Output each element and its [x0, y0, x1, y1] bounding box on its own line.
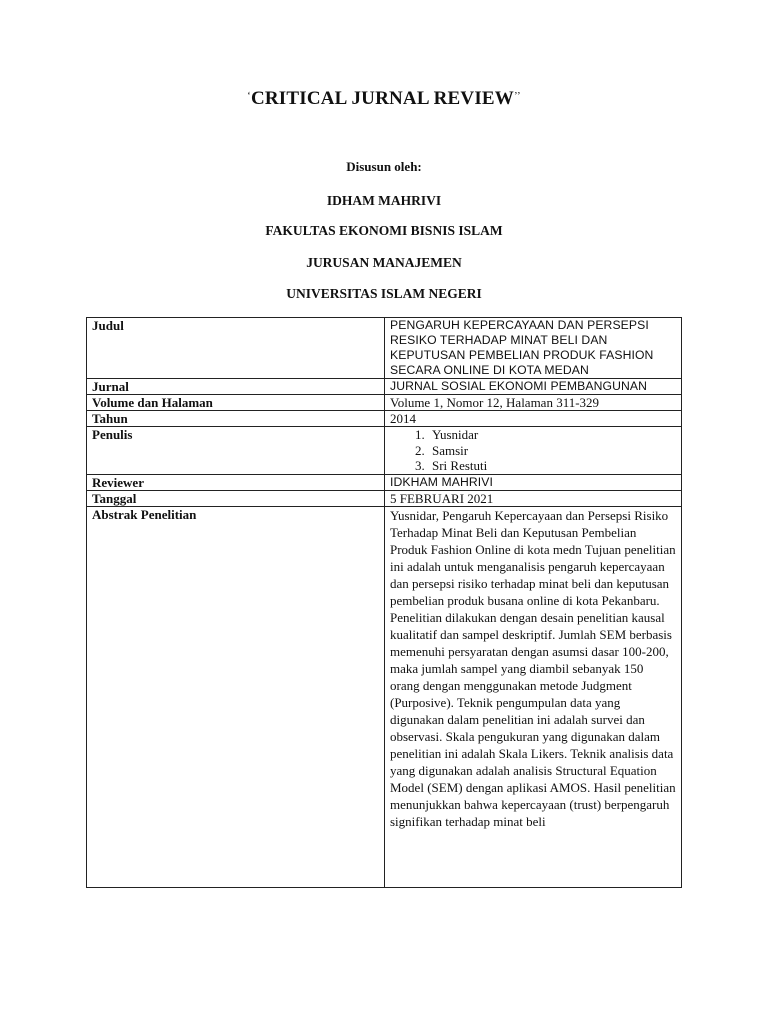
tahun-value: 2014 — [385, 411, 682, 427]
abstrak-value: Yusnidar, Pengaruh Kepercayaan dan Persepsi Risiko Terhadap Minat Beli dan Keputusan Pembelian Produk Fashion Online di kota medn Tujuan penelitian ini adalah untuk menganalisis pengaruh kepercayaan dan persepsi risiko terhadap minat beli dan keputusan pembelian produk busana online di kota Pekanbaru. Penelitian dilakukan dengan desain penelitian kausal kualitatif dan sampel deskriptif. Jumlah SEM berbasis memenuhi persyaratan dengan asumsi dasar 100-200, maka jumlah sampel yang diambil sebanyak 150 orang dengan menggunakan metode Judgment (Purposive). Teknik pengumpulan data yang digunakan dalam penelitian ini adalah survei dan observasi. Skala pengukuran yang digunakan dalam penelitian ini adalah Skala Likers. Teknik analisis data yang digunakan adalah analisis Structural Equation Model (SEM) dengan aplikasi AMOS. Hasil penelitian menunjukkan bahwa kepercayaan (trust) berpengaruh signifikan terhadap minat beli — [385, 506, 682, 887]
judul-value: PENGARUH KEPERCAYAAN DAN PERSEPSI RESIKO TERHADAP MINAT BELI DAN KEPUTUSAN PEMBELIAN PRODUK FASHION SECARA ONLINE DI KOTA MEDAN — [385, 318, 682, 379]
table-row-tanggal — [87, 490, 682, 506]
list-item: 3. Sri Restuti — [428, 458, 676, 474]
table-row-tahun — [87, 411, 682, 427]
table-row-judul — [87, 318, 682, 379]
volume-value: Volume 1, Nomor 12, Halaman 311-329 — [385, 395, 682, 411]
reviewer-value: IDKHAM MAHRIVI — [385, 474, 682, 490]
author-name: IDHAM MAHRIVI — [326, 193, 442, 208]
table-row-reviewer — [87, 474, 682, 490]
title-close-quote: ’’ — [514, 90, 521, 102]
table-row-penulis — [87, 427, 682, 475]
jurnal-value: JURNAL SOSIAL EKONOMI PEMBANGUNAN — [385, 379, 682, 395]
volume-label: Volume dan Halaman — [87, 395, 385, 411]
jurnal-label: Jurnal — [87, 379, 385, 395]
penulis-label: Penulis — [87, 427, 385, 475]
tanggal-label: Tanggal — [87, 490, 385, 506]
list-item: 2. Samsir — [428, 443, 676, 459]
university-name: UNIVERSITAS ISLAM NEGERI — [286, 286, 482, 301]
judul-label: Judul — [87, 318, 385, 379]
table-row-volume — [87, 395, 682, 411]
penulis-value — [385, 427, 682, 475]
reviewer-label: Reviewer — [87, 474, 385, 490]
title-open-quote: ‘ — [247, 90, 251, 102]
penulis-list — [390, 427, 676, 474]
table-row-jurnal — [87, 379, 682, 395]
faculty-name: FAKULTAS EKONOMI BISNIS ISLAM — [265, 223, 503, 238]
table-row-abstrak — [87, 506, 682, 887]
prepared-by-label: Disusun oleh: — [346, 159, 422, 174]
review-table — [86, 317, 682, 888]
tanggal-value: 5 FEBRUARI 2021 — [385, 490, 682, 506]
department-name: JURUSAN MANAJEMEN — [306, 255, 462, 270]
document-title — [0, 88, 768, 110]
abstrak-label: Abstrak Penelitian — [87, 506, 385, 887]
title-text: CRITICAL JURNAL REVIEW — [250, 88, 514, 109]
tahun-label: Tahun — [87, 411, 385, 427]
list-item: 1. Yusnidar — [428, 427, 676, 443]
